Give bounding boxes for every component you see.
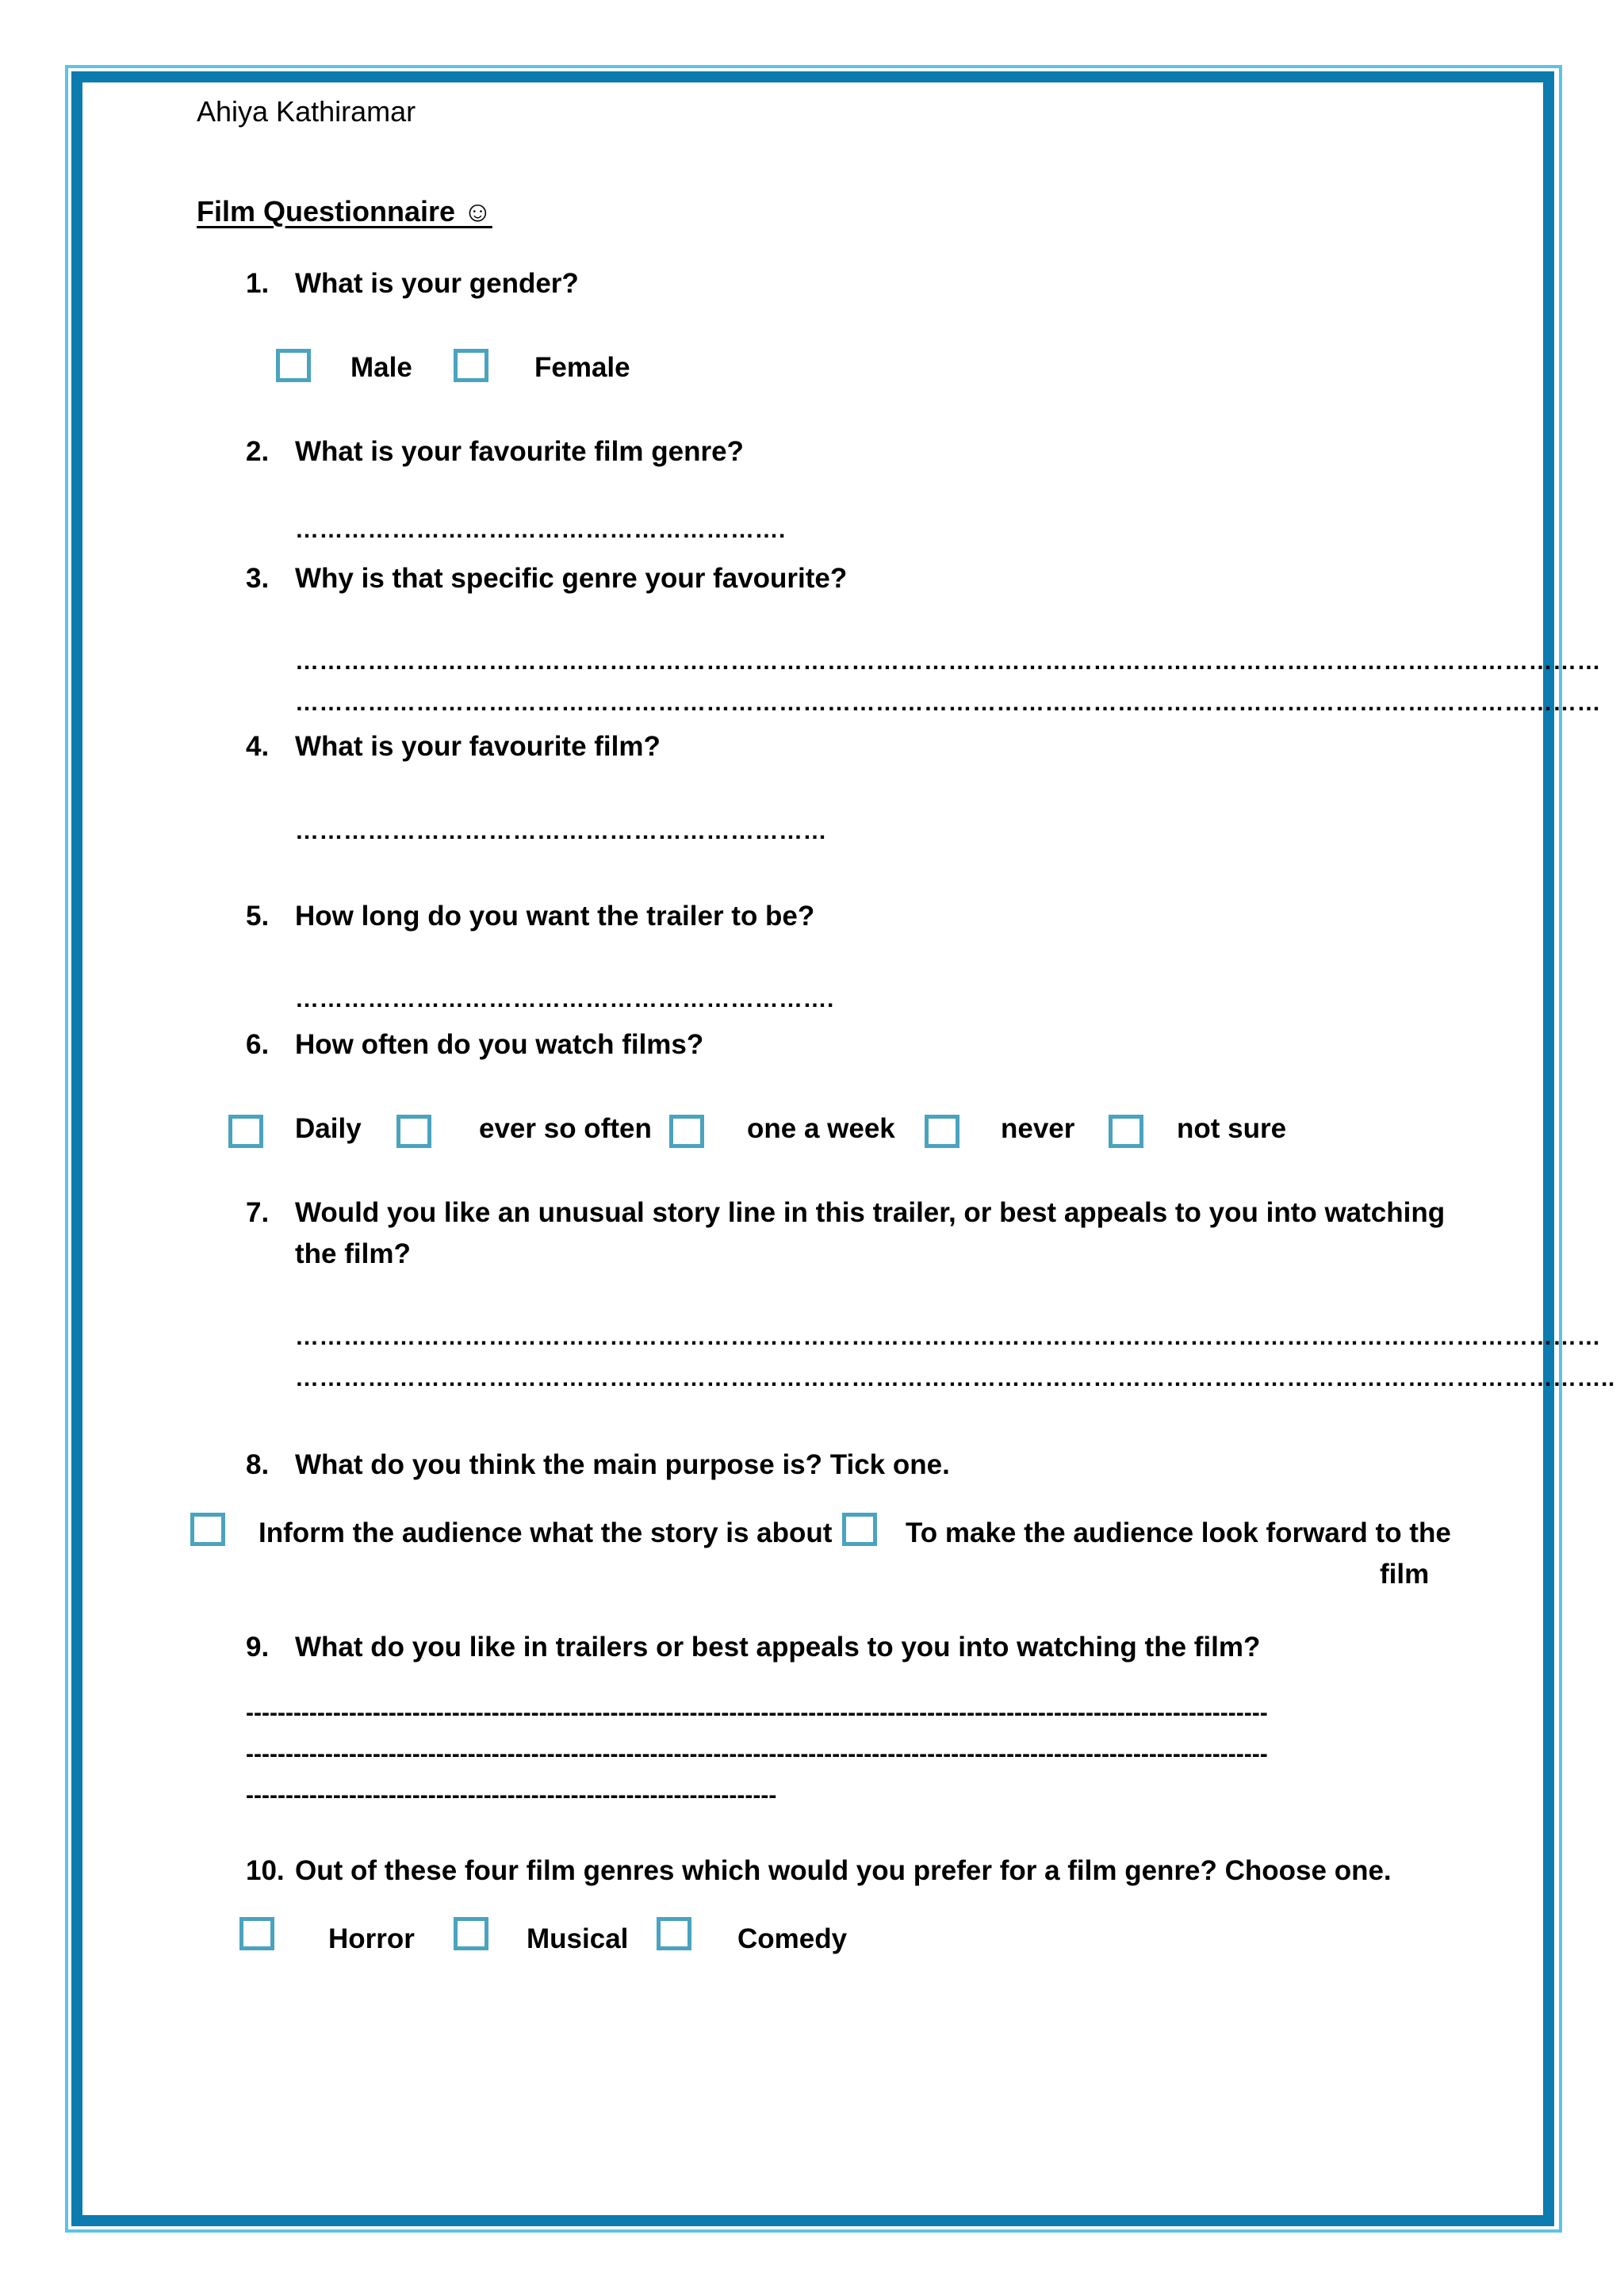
q1-male-label: Male [350,352,412,383]
q6-ever-so-often-label: ever so often [479,1113,652,1144]
q8-number: 8. [246,1449,270,1480]
q4-number: 4. [246,731,270,762]
q6-one-a-week-checkbox[interactable] [669,1115,704,1148]
q5-text: How long do you want the trailer to be? [295,901,815,932]
q6-ever-so-often-checkbox[interactable] [396,1115,431,1148]
q9-answer-line-1[interactable]: --------------------------------------------------------------------------------------------------------------------------------- [246,1700,1268,1726]
q10-horror-checkbox[interactable] [239,1917,274,1950]
q10-number: 10. [246,1855,285,1886]
q7-text-line-2: the film? [295,1238,411,1269]
q8-inform-label: Inform the audience what the story is about [259,1517,833,1548]
q3-number: 3. [246,563,270,594]
q1-number: 1. [246,268,270,299]
q10-musical-checkbox[interactable] [454,1917,488,1950]
q6-not-sure-label: not sure [1177,1113,1287,1144]
q10-comedy-label: Comedy [737,1923,848,1954]
q3-text: Why is that specific genre your favourite? [295,563,848,594]
page-border-inner [71,71,1615,2226]
q8-inform-checkbox[interactable] [190,1513,225,1546]
q2-number: 2. [246,436,270,467]
q4-answer-line[interactable]: ………………………………………………………… [295,818,827,844]
q9-number: 9. [246,1632,270,1663]
author-name: Ahiya Kathiramar [197,95,416,128]
q6-daily-label: Daily [295,1113,362,1144]
q3-answer-line-1[interactable]: ……………………………………………………………………………………………………………………………………………… [295,649,1601,675]
q7-answer-line-2[interactable]: ……………………………………………………………………………………………………………………………………………….. [295,1365,1615,1391]
q3-answer-line-2[interactable]: ……………………………………………………………………………………………………………………………………………… [295,690,1601,716]
q1-female-label: Female [534,352,630,383]
q1-text: What is your gender? [295,268,579,299]
q6-text: How often do you watch films? [295,1029,704,1060]
q7-text-line-1: Would you like an unusual story line in this trailer, or best appeals to you into watching [295,1197,1446,1228]
q7-answer-line-1[interactable]: ……………………………………………………………………………………………………………………………………………… [295,1324,1601,1350]
q2-answer-line[interactable]: ……………………………………………………. [295,517,786,543]
q1-male-checkbox[interactable] [276,349,311,382]
q6-daily-checkbox[interactable] [228,1115,263,1148]
q9-text: What do you like in trailers or best appeals to you into watching the film? [295,1632,1261,1663]
q8-look-forward-label-line-2: film [1380,1559,1430,1590]
q1-female-checkbox[interactable] [454,349,488,382]
q8-look-forward-checkbox[interactable] [842,1513,877,1546]
q6-never-label: never [1001,1113,1075,1144]
q4-text: What is your favourite film? [295,731,661,762]
page-title: Film Questionnaire ☺ [197,195,492,228]
q6-not-sure-checkbox[interactable] [1109,1115,1143,1148]
q8-look-forward-label-line-1: To make the audience look forward to the [906,1517,1451,1548]
q7-number: 7. [246,1197,270,1228]
q8-text: What do you think the main purpose is? Tick one. [295,1449,950,1480]
q10-text: Out of these four film genres which would you prefer for a film genre? Choose one. [295,1855,1392,1886]
q10-comedy-checkbox[interactable] [657,1917,691,1950]
q5-number: 5. [246,901,270,932]
q6-never-checkbox[interactable] [925,1115,959,1148]
q6-one-a-week-label: one a week [747,1113,895,1144]
q5-answer-line[interactable]: …………………………………………………………. [295,986,834,1012]
q10-musical-label: Musical [527,1923,629,1954]
q10-horror-label: Horror [328,1923,415,1954]
q6-number: 6. [246,1029,270,1060]
q9-answer-line-3[interactable]: ------------------------------------------------------------------- [246,1782,777,1808]
q9-answer-line-2[interactable]: --------------------------------------------------------------------------------------------------------------------------------- [246,1741,1268,1767]
q2-text: What is your favourite film genre? [295,436,744,467]
